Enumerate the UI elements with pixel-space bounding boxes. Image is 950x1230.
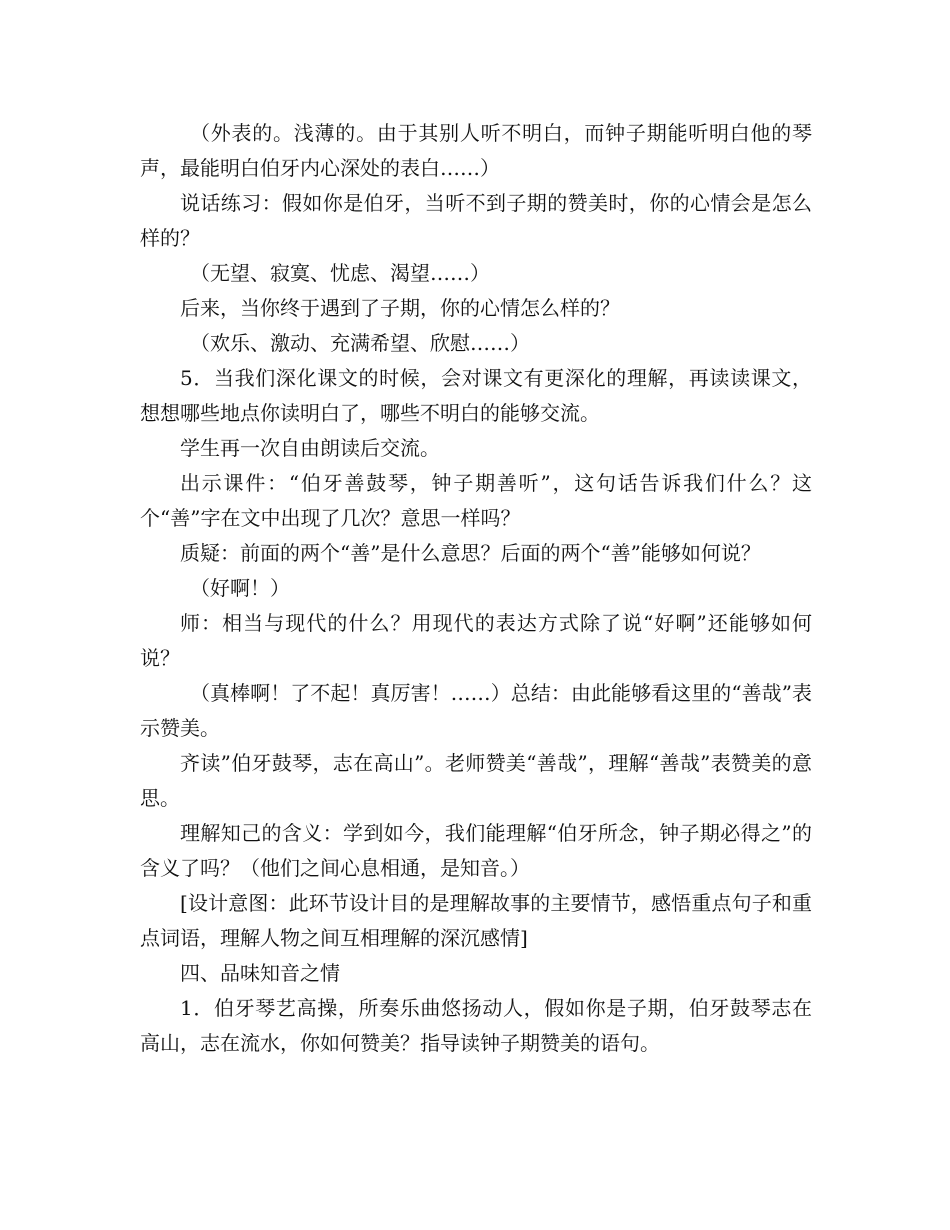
paragraph-speaking-practice: 说话练习：假如你是伯牙，当听不到子期的赞美时，你的心情会是怎么样的？ [140,191,812,250]
paragraph-students-read: 学生再一次自由朗读后交流。 [180,436,440,460]
paragraph-step-1: 1．伯牙琴艺高操，所奏乐曲悠扬动人，假如你是子期，伯牙鼓琴志在高山，志在流水，你如何赞美？指导读钟子期赞美的语句。 [140,996,812,1055]
paragraph-question-meeting: 后来，当你终于遇到了子期，你的心情怎么样的？ [180,296,620,320]
section-heading-four: 四、品味知音之情 [180,961,340,985]
document-body [140,116,812,1061]
paragraph-answer-feelings-sad: （无望、寂寞、忧虑、渴望……） [190,261,490,285]
paragraph-teacher-question: 师：相当与现代的什么？用现代的表达方式除了说“好啊”还能够如何说？ [140,611,812,670]
paragraph-answer-superficial: （外表的。浅薄的。由于其别人听不明白，而钟子期能听明白他的琴声，最能明白伯牙内心深处的表白……） [140,121,812,180]
paragraph-answer-summary: （真棒啊！了不起！真厉害！……）总结：由此能够看这里的“善哉”表示赞美。 [140,681,812,740]
paragraph-courseware: 出示课件：“伯牙善鼓琴，钟子期善听”，这句话告诉我们什么？这个“善”字在文中出现了几次？意思一样吗？ [140,471,812,530]
paragraph-question-shan: 质疑：前面的两个“善”是什么意思？后面的两个“善”能够如何说？ [180,541,761,565]
paragraph-read-together: 齐读”伯牙鼓琴，志在高山”。老师赞美“善哉”，理解“善哉”表赞美的意思。 [140,751,812,810]
paragraph-zhiji-meaning: 理解知己的含义：学到如今，我们能理解“伯牙所念，钟子期必得之”的含义了吗？（他们之间心息相通，是知音。） [140,821,812,880]
paragraph-answer-feelings-happy: （欢乐、激动、充满希望、欣慰……） [190,331,530,355]
paragraph-step-5: 5．当我们深化课文的时候，会对课文有更深化的理解，再读读课文，想想哪些地点你读明白了，哪些不明白的能够交流。 [140,366,812,425]
paragraph-answer-good: （好啊！） [190,576,290,600]
paragraph-design-intent: [设计意图：此环节设计目的是理解故事的主要情节，感悟重点句子和重点词语，理解人物之间互相理解的深沉感情] [140,891,812,950]
